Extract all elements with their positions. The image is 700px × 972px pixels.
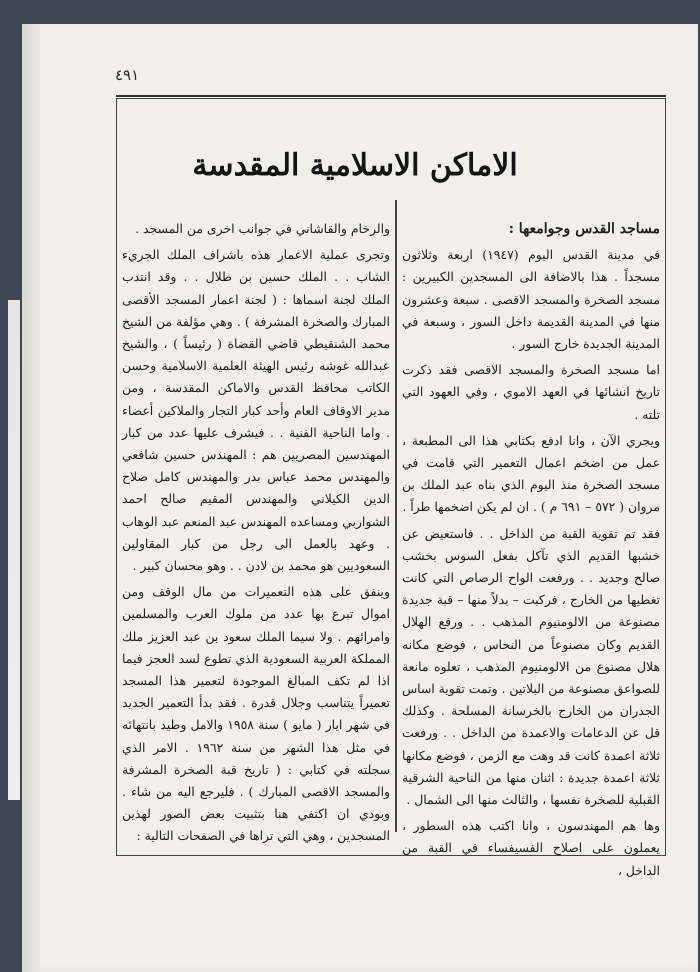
page-number: ٤٩١ xyxy=(115,66,140,84)
paragraph: والرخام والقاشاني في جوانب اخرى من المسجد . xyxy=(135,221,390,236)
paragraph: وينفق على هذه التعميرات من مال الوقف ومن اموال تبرع بها عدد من ملوك العرب والمسلمين وامرائهم . ولا سيما الملك سعود بن عبد العزيز ملك المملكة العربية السعودية الذي تطوع لسد العجز فيما اذا لم تكف المبالغ الموجودة لتعمير هذا المسجد تعميراً يتناسب وجلال قدرة . فقد بدأ التعمير الجديد في شهر ايار ( مايو ) سنة ١٩٥٨ والامل وطيد بانتهائه في مثل هذا الشهر من سنة ١٩٦٢ . الامر الذي سجلته في كتابي : ( تاريخ قبة الصخرة المشرفة والمسجد الاقصى المبارك ) . فليرجع اليه من شاء . وبودي ان اكتفي هنا بتثبيت بعض الصور لهذين المسجدين ، وهي التي تراها في الصفحات التالية : xyxy=(122,584,390,844)
paragraph: وتجرى عملية الاعمار هذه باشراف الملك الجريء الشاب . . الملك حسين بن طلال . . وقد انتدب الملك لجنة اسماها : ( لجنة اعمار المسجد الأقصى المبارك والصخرة المشرفة ) . وهي مؤلفة من الشيخ محمد الشنقيطي قاضي القضاة ( رئيساً ) ، والشيخ عبدالله غوشه رئيس الهيئة العلمية الاسلامية وحسن الكاتب محافظ القدس والاماكن المقدسة ، ومن مدير الاوقاف العام وأحد كبار التجار والملاكين أعضاء . واما الناحية الفنية . . فيشرف عليها عدد من كبار المهندسين المصريين هم : المهندس حسين شافعي والمهندس محمد عباس بدر والمهندس كامل صلاح الدين الكيلاني والمهندس المقيم صالح احمد الشواربي ومساعده المهندس عبد المنعم عبد الوهاب . وعهد بالعمل الى رجل من كبار المقاولين السعوديين هو محمد بن لادن . . وهو محسان كبير . xyxy=(121,247,390,574)
right-column xyxy=(402,218,660,886)
paragraph: ويجري الآن ، وانا ادفع بكتابي هذا الى المطبعة ، عمل من اضخم اعمال التعمير التي قامت في مسجد الصخرة منذ اليوم الذي بناه عبد الملك بن مروان ( ٥٧٢ – ٦٩١ م ) . ان لم يكن اضخمها طراً . xyxy=(402,432,660,515)
left-column xyxy=(122,218,390,852)
page-edge-strip xyxy=(8,300,20,800)
section-heading: مساجد القدس وجوامعها : xyxy=(508,221,660,237)
paragraph: وها هم المهندسون ، وانا اكتب هذه السطور ، يعملون على اصلاح الفسيفساء في القبة من الداخل ، xyxy=(402,818,660,878)
paragraph: فقد تم تقوية القبة من الداخل . . فاستعيض عن خشبها القديم الذي تآكل بفعل السوس بخشب صالح وجديد . . ورفعت الواح الرصاص التي كانت تغطيها من الخارج ، فركبت – بدلاً منها – قبة جديدة مصنوعة من الالومنيوم المذهب . . ورفع الهلال القديم وكان مصنوعاً من النحاس ، فوضع مكانه هلال مصنوع من الالومنيوم المذهب ، تعلوه مانعة للصواعق مصنوعة من البلاتين . وتمت تقوية اساس الجدران من الخارج بالخرسانة المسلحة . وكذلك قل عن الدعامات والاعمدة من الداخل . . ورفعت ثلاثة اعمدة كانت قد وهت مع الزمن ، فوضع مكانها ثلاثة اعمدة جديدة : اثنان منها من الناحية الشرقية القبلية للصخرة نفسها ، والثالث منها الى الشمال . xyxy=(402,525,660,808)
paragraph: في مدينة القدس اليوم (١٩٤٧) اربعة وثلاثون مسجداً . هذا بالاضافة الى المسجدين الكبيرين : مسجد الصخرة والمسجد الاقصى . سبعة وعشرون منها في المدينة القديمة داخل السور ، وسبعة في المدينة الجديدة خارج السور . xyxy=(402,247,660,352)
page-spine xyxy=(22,24,40,972)
column-divider xyxy=(395,200,397,832)
paragraph: اما مسجد الصخرة والمسجد الاقصى فقد ذكرت تاريخ انشائها في العهد الاموي ، وفي العهود التي تلته . xyxy=(402,362,660,422)
page-title: الاماكن الاسلامية المقدسة xyxy=(192,148,518,183)
header-rule xyxy=(116,95,666,97)
